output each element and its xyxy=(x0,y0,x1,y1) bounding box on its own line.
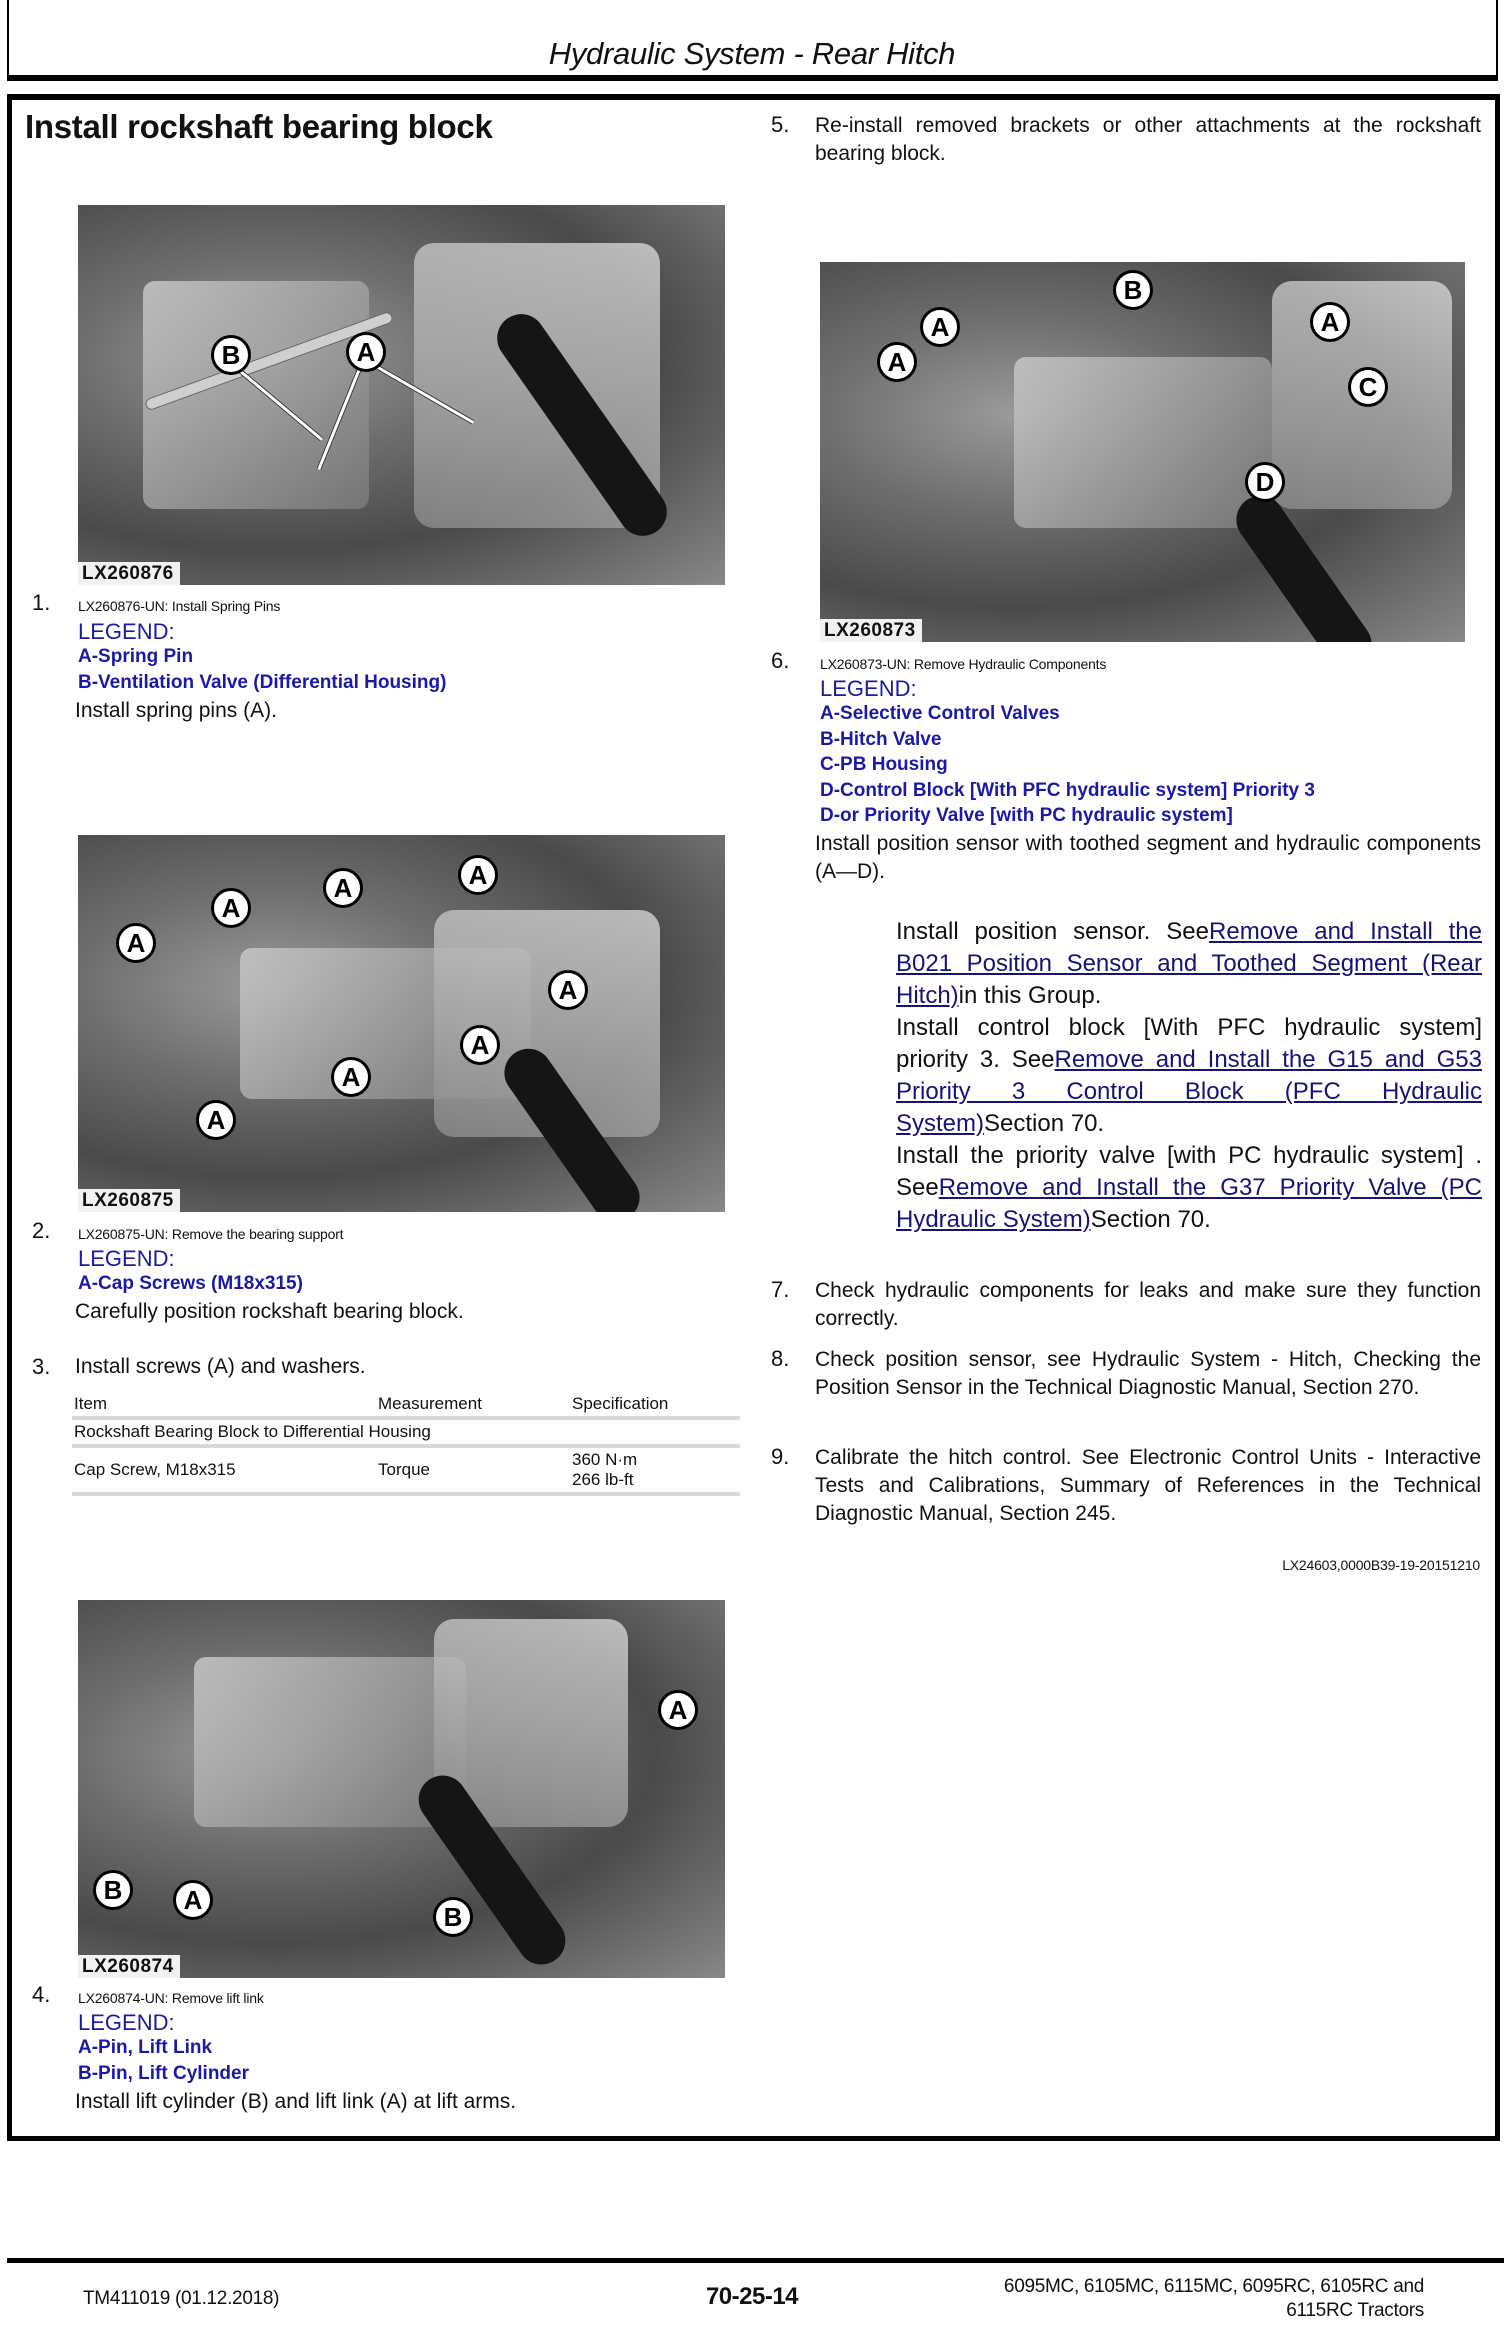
footer-divider xyxy=(7,2258,1504,2263)
figure-caption: LX260873-UN: Remove Hydraulic Components xyxy=(820,656,1107,672)
callout-a: A xyxy=(116,923,156,963)
step-number: 8. xyxy=(771,1346,790,1371)
legend-item: D-Control Block [With PFC hydraulic system] Priority 3 xyxy=(820,780,1315,801)
step-text: Check position sensor, see Hydraulic System - Hitch, Checking the Position Sensor in the Technical Diagnostic Manual, Section 270. xyxy=(815,1348,1481,1399)
callout-d: D xyxy=(1245,462,1285,502)
figure-code: LX260873 xyxy=(820,619,922,642)
link-g37-priority-valve[interactable]: Remove and Install the G37 Priority Valve (PC Hydraulic System) xyxy=(896,1174,1482,1233)
step-number: 4. xyxy=(32,1982,51,2007)
legend-item: D-or Priority Valve [with PC hydraulic system] xyxy=(820,805,1233,826)
figure-remove-lift-link xyxy=(78,1600,725,1978)
callout-a: A xyxy=(173,1880,213,1920)
step-number: 6. xyxy=(771,648,790,673)
sub-instruction-control-block xyxy=(896,1012,1482,1140)
legend-item: B-Ventilation Valve (Differential Housing) xyxy=(78,672,447,693)
step-number: 1. xyxy=(32,590,51,615)
sub-text: Section 70. xyxy=(984,1110,1105,1137)
legend-item: C-PB Housing xyxy=(820,754,948,775)
step-text: Install position sensor with toothed segment and hydraulic components (A—D). xyxy=(815,832,1481,883)
table-header-row xyxy=(72,1392,740,1418)
figure-caption: LX260875-UN: Remove the bearing support xyxy=(78,1226,344,1242)
footer-models-line: 6115RC Tractors xyxy=(1286,2300,1424,2321)
figure-code: LX260874 xyxy=(78,1955,180,1978)
column-header-item: Item xyxy=(72,1392,376,1418)
footer-models-line: 6095MC, 6105MC, 6115MC, 6095RC, 6105RC and xyxy=(1003,2276,1424,2297)
legend-item: A-Selective Control Valves xyxy=(820,703,1060,724)
section-title: Install rockshaft bearing block xyxy=(25,108,493,145)
legend-item: B-Pin, Lift Cylinder xyxy=(78,2063,249,2084)
column-header-specification: Specification xyxy=(570,1392,740,1418)
step-text: Install lift cylinder (B) and lift link (A) at lift arms. xyxy=(75,2090,517,2113)
step-text: Re-install removed brackets or other attachments at the rockshaft bearing block. xyxy=(815,114,1481,165)
legend-heading: LEGEND: xyxy=(78,619,175,644)
callout-a: A xyxy=(458,855,498,895)
figure-caption: LX260876-UN: Install Spring Pins xyxy=(78,598,281,614)
legend-heading: LEGEND: xyxy=(820,676,917,701)
cell-specification xyxy=(570,1446,740,1494)
cell-measurement: Torque xyxy=(376,1446,570,1494)
sub-text: in this Group. xyxy=(958,982,1102,1009)
callout-a: A xyxy=(460,1025,500,1065)
callout-a: A xyxy=(211,888,251,928)
sub-text: Install position sensor. See xyxy=(896,918,1210,945)
footer-models xyxy=(1004,2275,1424,2323)
step-text: Carefully position rockshaft bearing block. xyxy=(75,1300,464,1323)
callout-a: A xyxy=(658,1690,698,1730)
sub-instructions xyxy=(896,916,1482,1236)
spec-imperial: 266 lb-ft xyxy=(572,1470,634,1489)
figure-code: LX260875 xyxy=(78,1189,180,1212)
sub-text: Install control block [With PFC hydraulic system] priority 3. See xyxy=(896,1014,1482,1073)
legend-item: A-Cap Screws (M18x315) xyxy=(78,1273,303,1294)
callout-a: A xyxy=(920,307,960,347)
callout-a: A xyxy=(877,342,917,382)
cell-item: Cap Screw, M18x315 xyxy=(72,1446,376,1494)
specification-table xyxy=(72,1392,740,1496)
callout-b: B xyxy=(93,1870,133,1910)
step-number: 2. xyxy=(32,1218,51,1243)
step-number: 3. xyxy=(32,1354,51,1379)
footer-page-number: 70-25-14 xyxy=(705,2283,799,2310)
group-label: Rockshaft Bearing Block to Differential Housing xyxy=(72,1418,740,1446)
link-b021-position-sensor[interactable]: Remove and Install the B021 Position Sensor and Toothed Segment (Rear Hitch) xyxy=(896,918,1482,1009)
table-group-row xyxy=(72,1418,740,1446)
figure-code: LX260876 xyxy=(78,562,180,585)
legend-heading: LEGEND: xyxy=(78,2010,175,2035)
reference-code: LX24603,0000B39-19-20151210 xyxy=(1282,1557,1480,1573)
sub-instruction-priority-valve xyxy=(896,1140,1482,1236)
figure-caption: LX260874-UN: Remove lift link xyxy=(78,1990,264,2006)
footer-manual-id: TM411019 (01.12.2018) xyxy=(83,2288,280,2309)
legend-item: A-Spring Pin xyxy=(78,646,194,667)
step-number: 9. xyxy=(771,1444,790,1469)
column-header-measurement: Measurement xyxy=(376,1392,570,1418)
callout-a: A xyxy=(196,1100,236,1140)
sub-text: Install the priority valve [with PC hydraulic system] . See xyxy=(896,1142,1482,1201)
legend-heading: LEGEND: xyxy=(78,1246,175,1271)
step-text: Install spring pins (A). xyxy=(75,699,277,722)
page-header-title: Hydraulic System - Rear Hitch xyxy=(548,36,956,71)
step-text: Calibrate the hitch control. See Electronic Control Units - Interactive Tests and Calibrations, Summary of References in the Technical Diagnostic Manual, Section 245. xyxy=(815,1446,1481,1525)
callout-a: A xyxy=(331,1057,371,1097)
figure-remove-hydraulic-components xyxy=(820,262,1465,642)
table-row xyxy=(72,1446,740,1494)
figure-hose xyxy=(1227,486,1381,642)
callout-a: A xyxy=(548,970,588,1010)
callout-a: A xyxy=(346,332,386,372)
callout-b: B xyxy=(1113,270,1153,310)
step-number: 5. xyxy=(771,112,790,137)
callout-b: B xyxy=(211,335,251,375)
legend-item: A-Pin, Lift Link xyxy=(78,2037,213,2058)
callout-a: A xyxy=(1310,302,1350,342)
step-text: Install screws (A) and washers. xyxy=(75,1355,366,1378)
callout-c: C xyxy=(1348,367,1388,407)
callout-a: A xyxy=(323,868,363,908)
figure-install-spring-pins xyxy=(78,205,725,585)
sub-instruction-position-sensor xyxy=(896,916,1482,1012)
step-number: 7. xyxy=(771,1277,790,1302)
figure-shape xyxy=(1014,357,1272,528)
legend-item: B-Hitch Valve xyxy=(820,729,942,750)
spec-metric: 360 N·m xyxy=(572,1450,638,1469)
sub-text: Section 70. xyxy=(1090,1206,1211,1233)
figure-remove-bearing-support xyxy=(78,835,725,1212)
callout-b: B xyxy=(433,1897,473,1937)
step-text: Check hydraulic components for leaks and make sure they function correctly. xyxy=(815,1279,1481,1330)
link-g15-g53-control-block[interactable]: Remove and Install the G15 and G53 Priority 3 Control Block (PFC Hydraulic System) xyxy=(896,1046,1482,1137)
